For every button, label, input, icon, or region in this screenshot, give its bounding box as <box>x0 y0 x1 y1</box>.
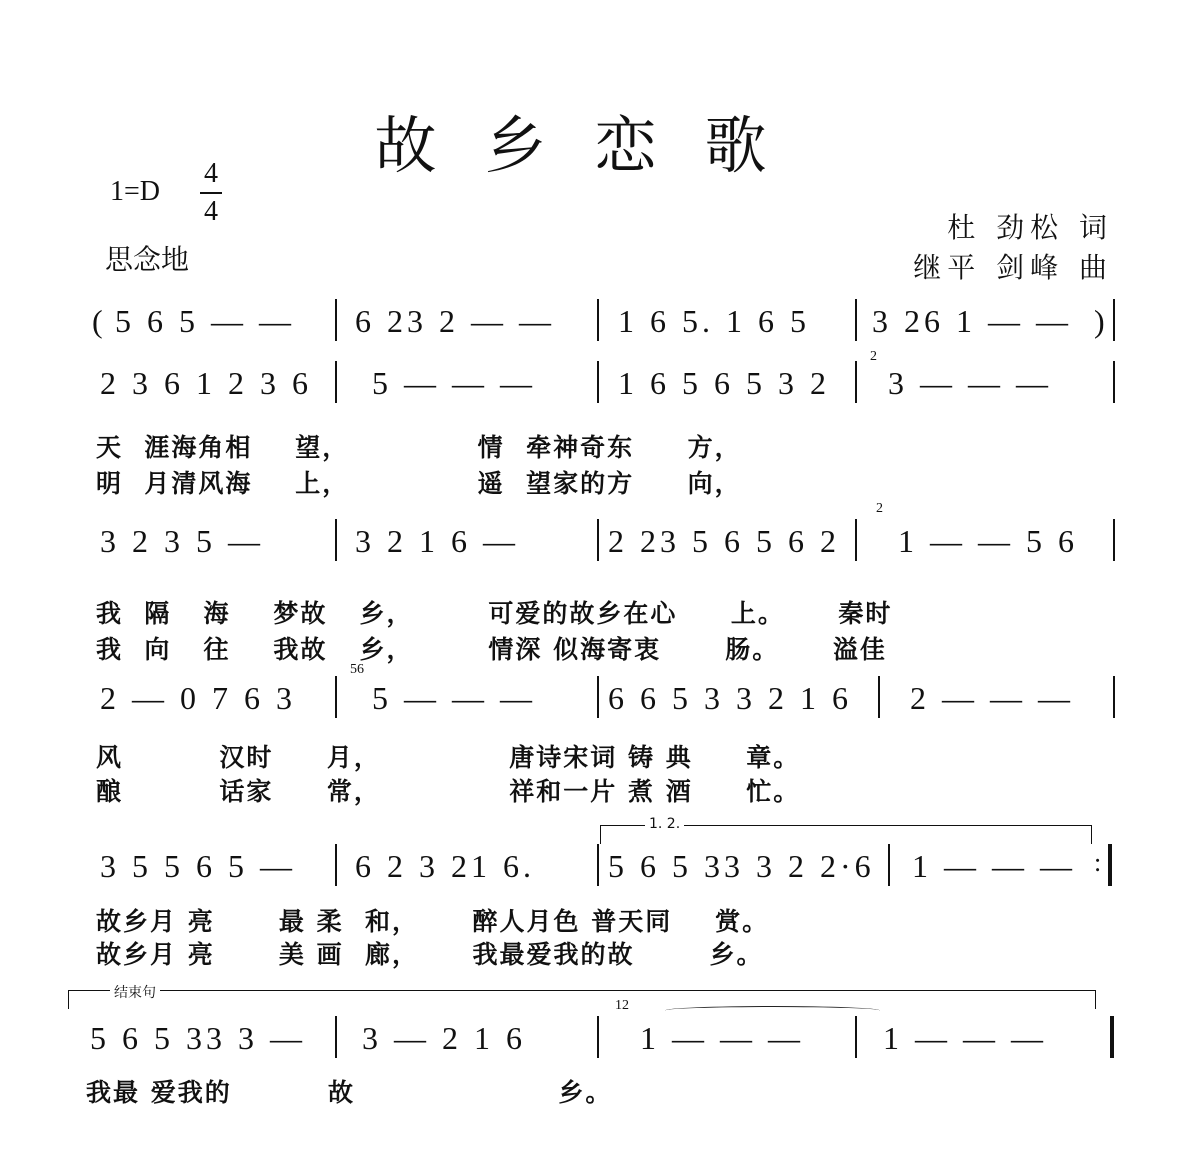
lyric-final: 我最 爱我的 故 乡。 <box>86 1078 613 1107</box>
time-signature-top: 4 <box>204 158 218 189</box>
grace-note: 56 <box>350 662 364 677</box>
score-row-2 <box>0 349 1189 411</box>
measure: 3 5 5 6 5 — <box>100 848 296 884</box>
barline <box>855 361 857 403</box>
key-signature: 1=D <box>110 176 161 207</box>
lyric-verse-2: 酿 话家 常， 祥和一片 煮 酒 忙。 <box>96 777 801 806</box>
barline <box>1113 676 1115 718</box>
barline <box>1113 361 1115 403</box>
measure: 6 2 3 21 6. <box>355 848 535 884</box>
repeat-dots: : <box>1094 848 1102 877</box>
barline <box>335 676 337 718</box>
barline <box>878 676 880 718</box>
barline <box>335 299 337 341</box>
intro-open-paren: ( <box>92 303 103 339</box>
measure: 2 23 5 6 5 6 2 <box>608 523 840 559</box>
measure: 5 6 5 33 3 2 2·6 <box>608 848 875 884</box>
barline <box>597 519 599 561</box>
measure: 5 — — — <box>372 680 536 716</box>
barline <box>597 844 599 886</box>
volta-label: 1. 2. <box>645 816 684 832</box>
measure: 6 23 2 — — <box>355 303 555 339</box>
score-row-1 <box>0 293 1189 349</box>
measure: 1 6 5. 1 6 5 <box>618 303 810 339</box>
measure: 3 2 3 5 — <box>100 523 264 559</box>
lyric-verse-1: 我 隔 海 梦故 乡， 可爱的故乡在心 上。 秦时 <box>96 599 893 628</box>
tempo-marking: 思念地 <box>105 243 190 276</box>
score-row-4 <box>0 662 1189 726</box>
measure: 1 — — — <box>883 1020 1047 1056</box>
time-signature-bottom: 4 <box>204 196 218 227</box>
measure: 3 2 1 6 — <box>355 523 519 559</box>
barline <box>597 361 599 403</box>
measure: 1 — — — <box>640 1020 804 1056</box>
lyric-verse-1: 故乡月 亮 最 柔 和， 醉人月色 普天同 赏。 <box>96 907 770 936</box>
barline <box>335 519 337 561</box>
score-row-5 <box>0 838 1189 894</box>
measure: 2 — — — <box>910 680 1074 716</box>
ending-bracket <box>68 990 1096 1009</box>
measure: 2 — 0 7 6 3 <box>100 680 296 716</box>
score-row-6 <box>0 998 1189 1066</box>
barline <box>855 1016 857 1058</box>
ending-label: 结束句 <box>110 982 160 1002</box>
lyric-verse-2: 明 月清风海 上， 遥 望家的方 向， <box>96 469 742 498</box>
score-row-3 <box>0 501 1189 569</box>
barline <box>597 299 599 341</box>
measure: 5 6 5 33 3 — <box>90 1020 306 1056</box>
composer-credit: 继平 剑峰 曲 <box>913 251 1113 284</box>
measure: 3 — — — <box>888 365 1052 401</box>
measure: 5 — — — <box>372 365 536 401</box>
lyric-verse-2: 我 向 往 我故 乡， 情深 似海寄衷 肠。 溢佳 <box>96 635 887 664</box>
barline <box>855 519 857 561</box>
measure: 1 — — 5 6 <box>898 523 1078 559</box>
barline <box>1113 299 1115 341</box>
measure: 2 3 6 1 2 3 6 <box>100 365 312 401</box>
measure: 1 6 5 6 5 3 2 <box>618 365 830 401</box>
measure: 1 — — — <box>912 848 1076 884</box>
barline <box>1113 519 1115 561</box>
measure: 3 26 1 — — <box>872 303 1072 339</box>
intro-close-paren: ) <box>1094 303 1105 339</box>
repeat-barline <box>1108 844 1112 886</box>
barline <box>335 1016 337 1058</box>
final-barline <box>1110 1016 1114 1058</box>
time-signature <box>200 156 222 230</box>
barline <box>597 1016 599 1058</box>
barline <box>597 676 599 718</box>
barline <box>855 299 857 341</box>
lyric-verse-1: 风 汉时 月， 唐诗宋词 铸 典 章。 <box>96 743 801 772</box>
grace-note: 2 <box>870 349 877 364</box>
lyric-verse-2: 故乡月 亮 美 画 廊， 我最爱我的故 乡。 <box>96 940 764 969</box>
barline <box>888 844 890 886</box>
grace-note: 12 <box>615 998 629 1013</box>
measure: 3 — 2 1 6 <box>362 1020 526 1056</box>
grace-note: 2 <box>876 501 883 516</box>
lyricist-credit: 杜 劲松 词 <box>947 211 1113 244</box>
barline <box>335 361 337 403</box>
measure: 6 6 5 3 3 2 1 6 <box>608 680 852 716</box>
lyric-verse-1: 天 涯海角相 望， 情 牵神奇东 方， <box>96 433 742 462</box>
barline <box>335 844 337 886</box>
measure: 5 6 5 — — <box>115 303 295 339</box>
song-title: 故乡恋歌 <box>374 109 815 182</box>
